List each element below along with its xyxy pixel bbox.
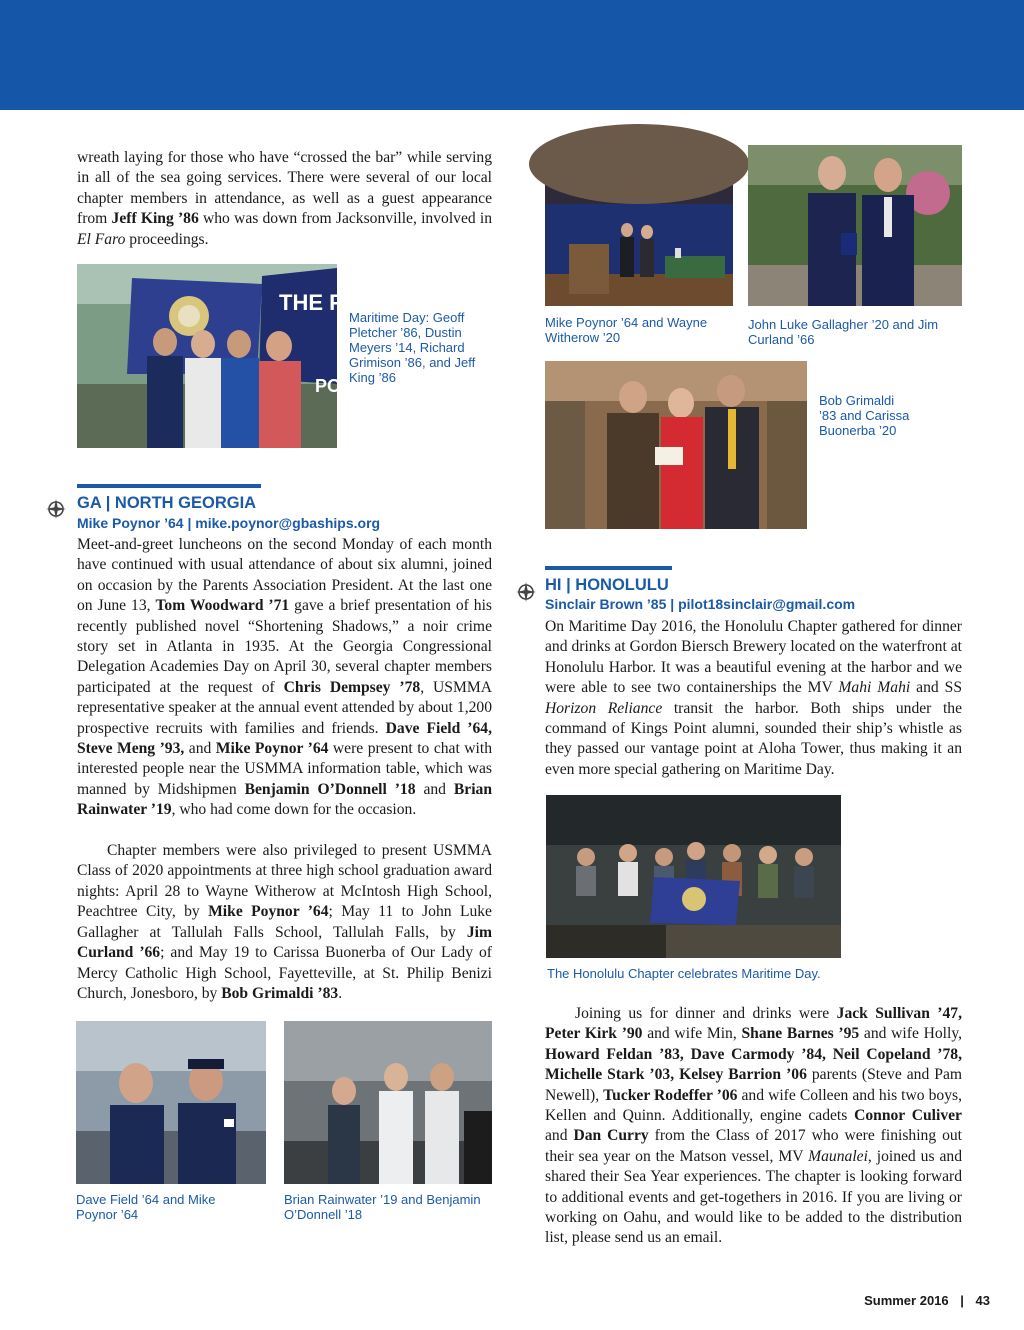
- ga-body-text: [77, 535, 492, 1004]
- caption-honolulu-chapter: The Honolulu Chapter celebrates Maritime Day.: [547, 966, 821, 981]
- svg-text:THE PR: THE PR: [279, 290, 360, 315]
- compass-icon: [46, 499, 66, 519]
- header-band: [0, 0, 1024, 110]
- caption-maritime-day: Maritime Day: Geoff Pletcher ’86, Dustin Meyers ’14, Richard Grimison ’86, and Jeff King ’86: [349, 310, 476, 385]
- svg-text:PO: PO: [315, 376, 342, 396]
- footer-issue: Summer 2016: [864, 1293, 949, 1308]
- ga-paragraph-1: Meet-and-greet luncheons on the second Monday of each month have continued with usual attendance of about six alumni, joined on occasion by the Parents Association President. At the last one on June 13, Tom Woodward ’71 gave a brief presentation of his recently published novel “Shortening Shadows,” a noir crime story set in Atlanta in 1935. At the Georgia Congressional Delegation Academies Day on April 30, several chapter members participated at the request of Chris Dempsey ’78, USMMA representative speaker at the annual event attended by about 1,200 prospective recruits with families and friends. Dave Field ’64, Steve Meng ’93, and Mike Poynor ’64 were present to chat with interested people near the USMMA information table, which was manned by Midshipmen Benjamin O’Donnell ’18 and Brian Rainwater ’19, who had come down for the occasion.: [77, 536, 493, 819]
- hi-body-text-2: [545, 1004, 962, 1249]
- ga-paragraph-2: Chapter members were also privileged to present USMMA Class of 2020 appointments at three high school graduation award nights: April 28 to Wayne Witherow at McIntosh High School, Peachtree City, by Mike Poynor ’64; May 11 to John Luke Gallagher at Tallulah Falls School, Tallulah Falls, by Jim Curland ’66; and May 19 to Carissa Buonerba of Our Lady of Mercy Catholic High School, Fayetteville, at St. Philip Benizi Church, Jonesboro, by Bob Grimaldi ’83.: [77, 842, 492, 1002]
- photo-gallagher-curland: [748, 145, 962, 306]
- section-contact-ga: Mike Poynor ’64 | mike.poynor@gbaships.org: [77, 515, 381, 531]
- left-intro-paragraph: wreath laying for those who have “crossed the bar” while serving in all of the sea going services. There were several of our local chapter members in attendance, as well as a guest appearance from Jeff King ’86 who was down from Jacksonville, involved in El Faro proceedings.: [77, 149, 493, 248]
- caption-field-poynor: Dave Field ’64 and Mike Poynor ’64: [76, 1192, 216, 1222]
- photo-honolulu-chapter: [546, 795, 841, 958]
- compass-icon: [516, 582, 536, 602]
- section-rule-ga: [77, 484, 261, 488]
- photo-field-poynor: [76, 1021, 266, 1184]
- section-contact-hi: Sinclair Brown ’85 | pilot18sinclair@gmail.com: [545, 596, 856, 612]
- hi-paragraph-1: On Maritime Day 2016, the Honolulu Chapter gathered for dinner and drinks at Gordon Biersch Brewery located on the waterfront at Honolulu Harbor. It was a beautiful evening at the harbor and we were able to see two containerships the MV Mahi Mahi and SS Horizon Reliance transit the harbor. Both ships under the command of Kings Point alumni, sounded their ship’s whistle as they passed our vantage point at Aloha Tower, thus making it an even more special gathering on Maritime Day.: [545, 618, 963, 778]
- caption-rainwater-odonnell: Brian Rainwater ’19 and Benjamin O’Donnell ’18: [284, 1192, 481, 1222]
- page-footer: [864, 1293, 990, 1308]
- photo-grimaldi-buonerba: [545, 361, 807, 529]
- hi-body-text-1: [545, 617, 962, 780]
- hi-paragraph-2: Joining us for dinner and drinks were Jack Sullivan ’47, Peter Kirk ’90 and wife Min, Shane Barnes ’95 and wife Holly, Howard Feldan ’83, Dave Carmody ’84, Neil Copeland ’78, Michelle Stark ’03, Kelsey Barrion ’06 parents (Steve and Pam Newell), Tucker Rodeffer ’06 and wife Colleen and his two boys, Kellen and Quinn. Additionally, engine cadets Connor Culiver and Dan Curry from the Class of 2017 who were finishing out their sea year on the Matson vessel, MV Maunalei, joined us and shared their Sea Year experiences. The chapter is looking forward to additional events and get-togethers in 2016. If you are living or working on Oahu, and would like to be added to the distribution list, please send us an email.: [545, 1005, 962, 1247]
- footer-separator: |: [960, 1293, 964, 1308]
- photo-poynor-witherow: [545, 144, 733, 306]
- left-intro-text: [77, 148, 492, 250]
- caption-poynor-witherow: Mike Poynor ’64 and Wayne Witherow ’20: [545, 315, 708, 345]
- section-rule-hi: [545, 566, 672, 570]
- photo-rainwater-odonnell: [284, 1021, 492, 1184]
- caption-grimaldi-buonerba: Bob Grimaldi ’83 and Carissa Buonerba ’20: [819, 393, 910, 438]
- photo-maritime-day-group: [77, 264, 360, 448]
- footer-page-number: 43: [975, 1293, 990, 1308]
- section-title-ga: GA | NORTH GEORGIA: [77, 494, 257, 512]
- section-title-hi: HI | HONOLULU: [545, 576, 669, 594]
- caption-gallagher-curland: John Luke Gallagher ’20 and Jim Curland ’66: [748, 317, 939, 347]
